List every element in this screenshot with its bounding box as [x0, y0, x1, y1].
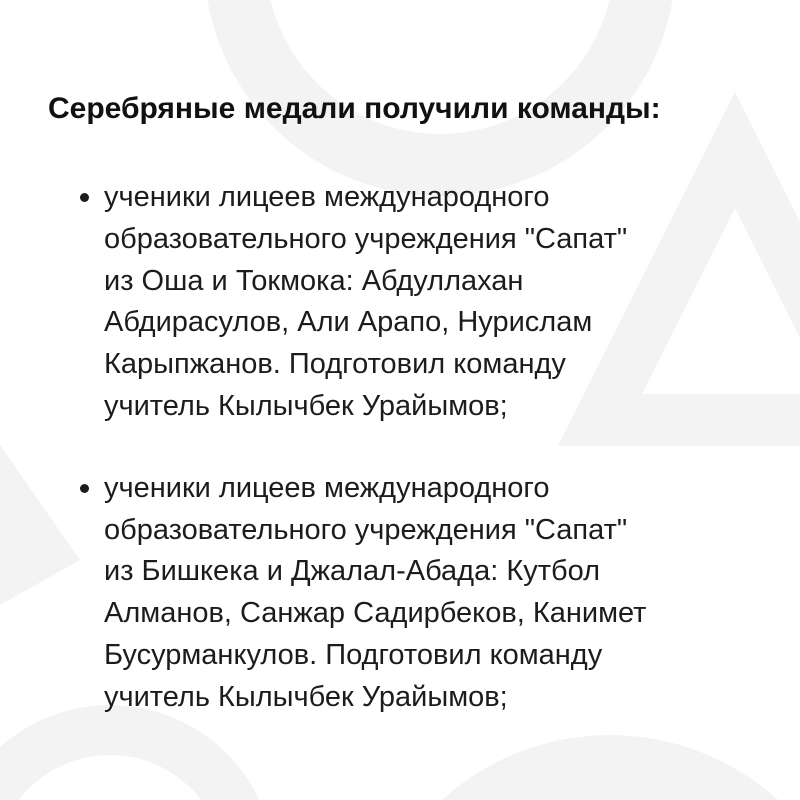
item-line: образовательного учреждения "Сапат" — [104, 513, 628, 546]
list-item — [0, 177, 704, 428]
bullet-dot-icon — [80, 193, 89, 202]
bullet-dot-icon — [80, 484, 89, 493]
item-line: Бусурманкулов. Подготовил команду — [104, 638, 603, 671]
decor-circle-ring — [235, 0, 645, 165]
decor-circle-bottom — [360, 735, 800, 800]
item-line: образовательного учреждения "Сапат" — [104, 222, 628, 255]
item-line: из Бишкека и Джалал-Абада: Кутбол — [104, 555, 601, 588]
item-line: Абдирасулов, Али Арапо, Нурислам — [104, 306, 593, 339]
item-line: учитель Кылычбек Урайымов; — [104, 389, 508, 422]
item-line: Карыпжанов. Подготовил команду — [104, 348, 566, 381]
item-line: ученики лицеев международного — [104, 471, 550, 504]
medal-list — [0, 177, 800, 719]
item-line: из Оша и Токмока: Абдуллахан — [104, 264, 524, 297]
item-line: Алманов, Санжар Садирбеков, Канимет — [104, 597, 647, 630]
list-item — [0, 468, 704, 719]
item-line: ученики лицеев международного — [104, 181, 550, 213]
item-line: учитель Кылычбек Урайымов; — [104, 680, 508, 713]
page-title: Серебряные медали получили команды: — [48, 92, 661, 125]
decor-ring-bottom-left — [0, 730, 250, 800]
